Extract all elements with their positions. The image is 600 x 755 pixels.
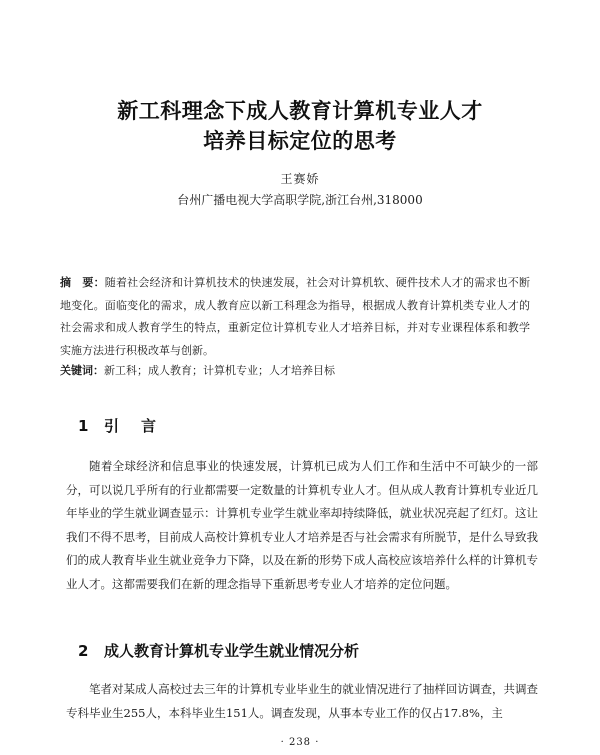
section-number: 2 bbox=[78, 642, 89, 660]
keywords-label: 关键词： bbox=[60, 364, 104, 377]
keywords bbox=[60, 362, 530, 378]
section-number: 1 bbox=[78, 417, 89, 435]
section-heading-1 bbox=[78, 415, 178, 436]
section-heading-2 bbox=[78, 640, 359, 661]
section-1-paragraph: 随着全球经济和信息事业的快速发展，计算机已成为人们工作和生活中不可缺少的一部分，可以说几乎所有的行业都需要一定数量的计算机专业人才。但从成人教育计算机专业近几年毕业的学生就业调查显示：计算机专业学生就业率却持续降低，就业状况亮起了红灯。这让我们不得不思考，目前成人高校计算机专业人才培养是否与社会需求有所脱节，是什么导致我们的成人教育毕业生就业竞争力下降，以及在新的形势下成人高校应该培养什么样的计算机专业人才。这都需要我们在新的理念指导下重新思考专业人才培养的定位问题。 bbox=[66, 459, 538, 591]
section-2-paragraph: 笔者对某成人高校过去三年的计算机专业毕业生的就业情况进行了抽样回访调查，共调查专科毕业生255人，本科毕业生151人。调查发现，从事本专业工作的仅占17.8%，主 bbox=[66, 682, 538, 720]
abstract-label: 摘 要： bbox=[60, 276, 105, 289]
section-title: 引言 bbox=[104, 417, 179, 435]
author-name: 王赛娇 bbox=[280, 172, 320, 186]
keywords-text: 新工科；成人教育；计算机专业；人才培养目标 bbox=[104, 364, 335, 377]
paper-title-line-2: 培养目标定位的思考 bbox=[203, 129, 397, 153]
page-number: · 238 · bbox=[280, 737, 320, 748]
abstract-text: 随着社会经济和计算机技术的快速发展，社会对计算机软、硬件技术人才的需求也不断地变化。面临变化的需求，成人教育应以新工科理念为指导，根据成人教育计算机类专业人才的社会需求和成人教育学生的特点，重新定位计算机专业人才培养目标，并对专业课程体系和教学实施方法进行积极改革与创新。 bbox=[60, 276, 530, 357]
paper-title-line-1: 新工科理念下成人教育计算机专业人才 bbox=[117, 99, 483, 123]
author-affiliation: 台州广播电视大学高职学院,浙江台州,318000 bbox=[177, 193, 423, 207]
section-title: 成人教育计算机专业学生就业情况分析 bbox=[104, 642, 360, 660]
abstract bbox=[60, 272, 530, 362]
